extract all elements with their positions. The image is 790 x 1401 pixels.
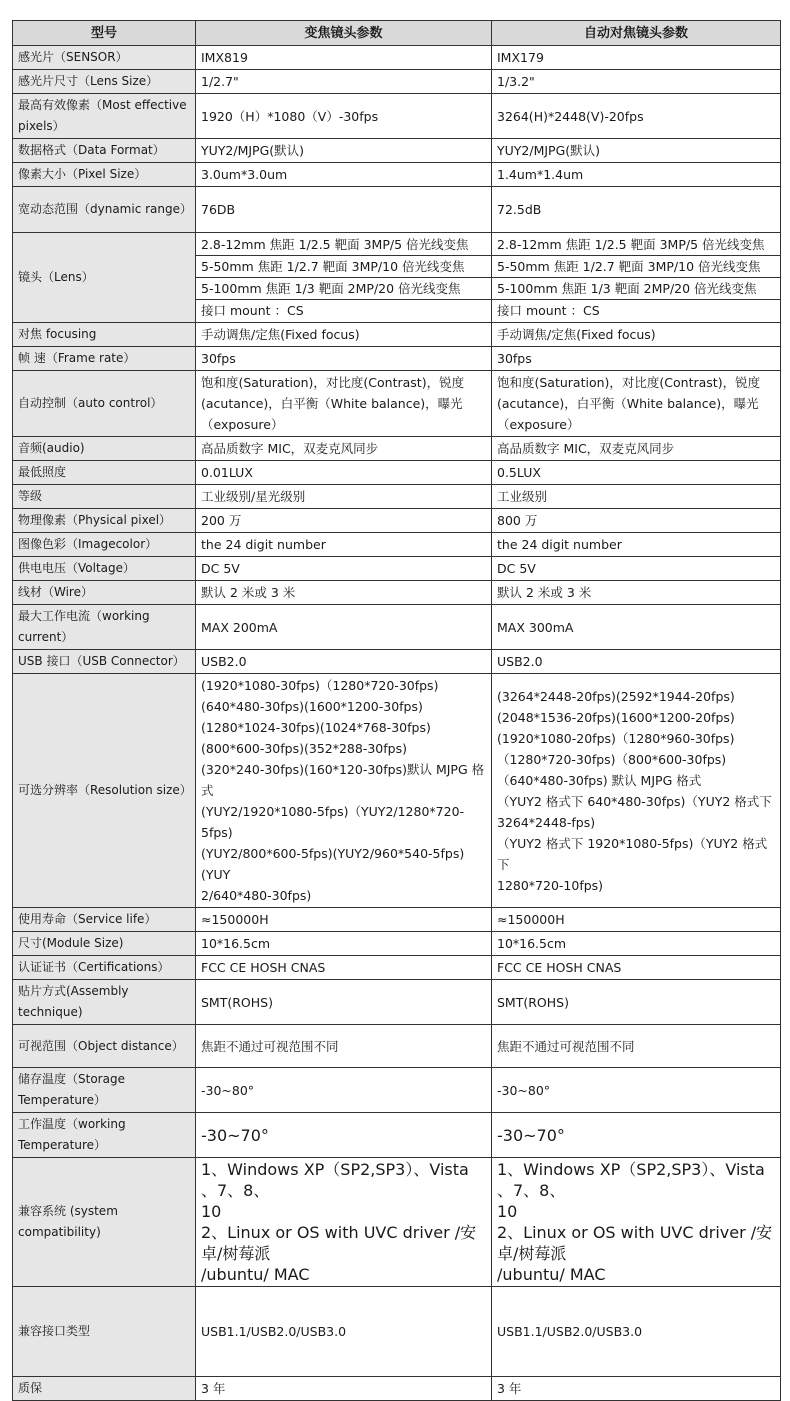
spec-value-line: 3264*2448-fps) [497, 814, 596, 830]
spec-value-af: the 24 digit number [492, 533, 781, 557]
spec-row [13, 485, 781, 509]
spec-row [13, 1287, 781, 1377]
spec-label: 认证证书（Certifications） [13, 956, 196, 980]
spec-value-af: 0.5LUX [492, 461, 781, 485]
spec-value-zoom: 10*16.5cm [196, 932, 492, 956]
spec-value-zoom: MAX 200mA [196, 605, 492, 650]
spec-label: 数据格式（Data Format） [13, 139, 196, 163]
spec-label: 最大工作电流（working current） [13, 605, 196, 650]
spec-value-af: USB2.0 [492, 650, 781, 674]
spec-value-line: 饱和度(Saturation)，对比度(Contrast)，锐度 [201, 375, 465, 390]
spec-label: USB 接口（USB Connector） [13, 650, 196, 674]
spec-value-line: 5-50mm 焦距 1/2.7 靶面 3MP/10 倍光线变焦 [492, 256, 780, 278]
spec-value-line: 10 [497, 1202, 518, 1221]
spec-label: 可视范围（Object distance） [13, 1025, 196, 1068]
spec-table [12, 20, 781, 1401]
spec-value-zoom: DC 5V [196, 557, 492, 581]
spec-value-zoom: 30fps [196, 347, 492, 371]
spec-value-zoom: 焦距不通过可视范围不同 [196, 1025, 492, 1068]
spec-label: 兼容接口类型 [13, 1287, 196, 1377]
spec-value-zoom: 默认 2 米或 3 米 [196, 581, 492, 605]
spec-value-af: USB1.1/USB2.0/USB3.0 [492, 1287, 781, 1377]
spec-value-line: 接口 mount ：CS [497, 303, 600, 318]
spec-row [13, 1025, 781, 1068]
spec-value-af: YUY2/MJPG(默认) [492, 139, 781, 163]
spec-table-header [13, 21, 781, 46]
spec-value-line: 10 [201, 1202, 222, 1221]
spec-label: 最低照度 [13, 461, 196, 485]
spec-value-zoom: 3.0um*3.0um [196, 163, 492, 187]
header-row [13, 21, 781, 46]
spec-label: 最高有效像素（Most effective pixels） [13, 94, 196, 139]
spec-value-line: (YUY2/1920*1080-5fps)（YUY2/1280*720-5fps) [201, 804, 465, 840]
spec-row [13, 461, 781, 485]
spec-label: 工作温度（working Temperature） [13, 1113, 196, 1158]
spec-label: 储存温度（Storage Temperature） [13, 1068, 196, 1113]
spec-value-line: （exposure） [497, 417, 580, 432]
spec-value-zoom: 工业级别/星光级别 [196, 485, 492, 509]
spec-value-af: 默认 2 米或 3 米 [492, 581, 781, 605]
spec-row [13, 956, 781, 980]
spec-value-af: 800 万 [492, 509, 781, 533]
spec-row [13, 1158, 781, 1287]
spec-value-zoom: 手动调焦/定焦(Fixed focus) [196, 323, 492, 347]
spec-value-af: MAX 300mA [492, 605, 781, 650]
spec-value-line: (1920*1080-30fps)（1280*720-30fps) [201, 678, 439, 693]
spec-value-af: 手动调焦/定焦(Fixed focus) [492, 323, 781, 347]
spec-label: 兼容系统 (system compatibility) [13, 1158, 196, 1287]
spec-label: 可选分辨率（Resolution size） [13, 674, 196, 908]
spec-value-line: /ubuntu/ MAC [201, 1265, 310, 1284]
spec-row [13, 187, 781, 233]
spec-value-zoom: 3 年 [196, 1377, 492, 1401]
spec-value-zoom: 0.01LUX [196, 461, 492, 485]
spec-value-zoom: 76DB [196, 187, 492, 233]
spec-value-af: IMX179 [492, 46, 781, 70]
spec-value-zoom: -30~80° [196, 1068, 492, 1113]
spec-value-af: 1.4um*1.4um [492, 163, 781, 187]
spec-label: 线材（Wire） [13, 581, 196, 605]
spec-value-line: (3264*2448-20fps)(2592*1944-20fps) [497, 688, 735, 704]
spec-value-zoom: 200 万 [196, 509, 492, 533]
spec-label: 尺寸(Module Size) [13, 932, 196, 956]
spec-value-af: 72.5dB [492, 187, 781, 233]
spec-value-af: FCC CE HOSH CNAS [492, 956, 781, 980]
spec-label: 等级 [13, 485, 196, 509]
spec-row [13, 1377, 781, 1401]
spec-value-line: （YUY2 格式下 1920*1080-5fps)（YUY2 格式下 [497, 835, 768, 872]
spec-label: 宽动态范围（dynamic range） [13, 187, 196, 233]
spec-row [13, 94, 781, 139]
spec-value-line: (acutance)，白平衡（White balance)，曝光 [201, 396, 463, 411]
spec-value-line: 2、Linux or OS with UVC driver /安卓/树莓派 [201, 1223, 477, 1263]
spec-value-line: （exposure） [201, 417, 284, 432]
spec-value-line: (800*600-30fps)(352*288-30fps) [201, 741, 407, 756]
spec-row [13, 437, 781, 461]
spec-value-af [492, 233, 781, 323]
spec-value-af [492, 674, 781, 908]
spec-value-af: -30~70° [492, 1113, 781, 1158]
spec-row [13, 323, 781, 347]
spec-value-af: 10*16.5cm [492, 932, 781, 956]
spec-label: 感光片尺寸（Lens Size） [13, 70, 196, 94]
spec-label: 供电电压（Voltage） [13, 557, 196, 581]
spec-row [13, 1068, 781, 1113]
spec-value-zoom: YUY2/MJPG(默认) [196, 139, 492, 163]
spec-value-zoom: USB2.0 [196, 650, 492, 674]
spec-row [13, 1113, 781, 1158]
spec-row [13, 46, 781, 70]
spec-value-line: 2/640*480-30fps) [201, 888, 312, 903]
spec-row [13, 674, 781, 908]
spec-value-zoom: -30~70° [196, 1113, 492, 1158]
spec-value-af: ≈150000H [492, 908, 781, 932]
spec-value-af: 1/3.2" [492, 70, 781, 94]
spec-value-line: 接口 mount ：CS [201, 303, 304, 318]
spec-value-line: （640*480-30fps) 默认 MJPG 格式 [497, 772, 702, 788]
spec-value-af: 高品质数字 MIC，双麦克风同步 [492, 437, 781, 461]
spec-value-af: 3 年 [492, 1377, 781, 1401]
spec-value-zoom [196, 1158, 492, 1287]
spec-value-af: SMT(ROHS) [492, 980, 781, 1025]
spec-label: 物理像素（Physical pixel） [13, 509, 196, 533]
spec-value-af: 30fps [492, 347, 781, 371]
spec-label: 使用寿命（Service life） [13, 908, 196, 932]
spec-value-zoom: IMX819 [196, 46, 492, 70]
spec-label: 质保 [13, 1377, 196, 1401]
spec-row [13, 139, 781, 163]
spec-row [13, 233, 781, 323]
spec-value-zoom: FCC CE HOSH CNAS [196, 956, 492, 980]
spec-value-line: (640*480-30fps)(1600*1200-30fps) [201, 699, 423, 714]
spec-value-af: 工业级别 [492, 485, 781, 509]
spec-value-line: 2、Linux or OS with UVC driver /安卓/树莓派 [497, 1223, 773, 1263]
spec-value-line: (1280*1024-30fps)(1024*768-30fps) [201, 720, 431, 735]
spec-value-line: (YUY2/800*600-5fps)(YUY2/960*540-5fps)(YUY [201, 846, 465, 882]
spec-row [13, 70, 781, 94]
spec-value-zoom: 1920（H）*1080（V）-30fps [196, 94, 492, 139]
spec-row [13, 650, 781, 674]
spec-row [13, 557, 781, 581]
spec-label: 音频(audio) [13, 437, 196, 461]
spec-value-line: (acutance)，白平衡（White balance)，曝光 [497, 396, 759, 411]
spec-label: 帧 速（Frame rate） [13, 347, 196, 371]
spec-row [13, 932, 781, 956]
spec-table-body [13, 46, 781, 1401]
spec-value-line: (1920*1080-20fps)（1280*960-30fps) [497, 730, 735, 746]
spec-value-line: 1、Windows XP（SP2,SP3）、Vista 、7、8、 [201, 1160, 469, 1200]
spec-label: 图像色彩（Imagecolor） [13, 533, 196, 557]
spec-value-line: 1280*720-10fps) [497, 877, 604, 893]
spec-value-line: 5-50mm 焦距 1/2.7 靶面 3MP/10 倍光线变焦 [196, 256, 491, 278]
spec-value-zoom: USB1.1/USB2.0/USB3.0 [196, 1287, 492, 1377]
spec-row [13, 605, 781, 650]
spec-value-line: （YUY2 格式下 640*480-30fps)（YUY2 格式下 [497, 793, 772, 809]
spec-value-af [492, 1158, 781, 1287]
spec-value-af: -30~80° [492, 1068, 781, 1113]
spec-value-line: 1、Windows XP（SP2,SP3）、Vista 、7、8、 [497, 1160, 765, 1200]
spec-value-af [492, 371, 781, 437]
spec-label: 感光片（SENSOR） [13, 46, 196, 70]
spec-value-line: (320*240-30fps)(160*120-30fps)默认 MJPG 格式 [201, 762, 485, 798]
spec-row [13, 509, 781, 533]
spec-value-zoom: SMT(ROHS) [196, 980, 492, 1025]
spec-value-zoom: 高品质数字 MIC，双麦克风同步 [196, 437, 492, 461]
spec-value-zoom [196, 371, 492, 437]
header-model: 型号 [13, 21, 196, 46]
spec-value-line: 5-100mm 焦距 1/3 靶面 2MP/20 倍光线变焦 [492, 278, 780, 300]
spec-label: 对焦 focusing [13, 323, 196, 347]
spec-value-line: 5-100mm 焦距 1/3 靶面 2MP/20 倍光线变焦 [196, 278, 491, 300]
spec-label: 镜头（Lens） [13, 233, 196, 323]
header-zoom-lens: 变焦镜头参数 [196, 21, 492, 46]
spec-value-zoom [196, 233, 492, 323]
spec-row [13, 980, 781, 1025]
spec-value-line: 2.8-12mm 焦距 1/2.5 靶面 3MP/5 倍光线变焦 [492, 234, 780, 256]
spec-value-zoom [196, 674, 492, 908]
spec-value-af: 焦距不通过可视范围不同 [492, 1025, 781, 1068]
spec-value-line: （1280*720-30fps)（800*600-30fps) [497, 751, 727, 767]
spec-value-zoom: 1/2.7" [196, 70, 492, 94]
spec-row [13, 371, 781, 437]
spec-row [13, 347, 781, 371]
spec-value-af: DC 5V [492, 557, 781, 581]
spec-value-line: /ubuntu/ MAC [497, 1265, 606, 1284]
spec-row [13, 533, 781, 557]
spec-label: 像素大小（Pixel Size） [13, 163, 196, 187]
spec-row [13, 581, 781, 605]
spec-value-zoom: ≈150000H [196, 908, 492, 932]
spec-value-line: 2.8-12mm 焦距 1/2.5 靶面 3MP/5 倍光线变焦 [196, 234, 491, 256]
spec-value-line: (2048*1536-20fps)(1600*1200-20fps) [497, 709, 735, 725]
spec-row [13, 908, 781, 932]
spec-label: 贴片方式(Assembly technique) [13, 980, 196, 1025]
spec-row [13, 163, 781, 187]
spec-value-af: 3264(H)*2448(V)-20fps [492, 94, 781, 139]
spec-value-zoom: the 24 digit number [196, 533, 492, 557]
spec-label: 自动控制（auto control） [13, 371, 196, 437]
spec-value-line: 饱和度(Saturation)，对比度(Contrast)，锐度 [497, 375, 761, 390]
header-af-lens: 自动对焦镜头参数 [492, 21, 781, 46]
